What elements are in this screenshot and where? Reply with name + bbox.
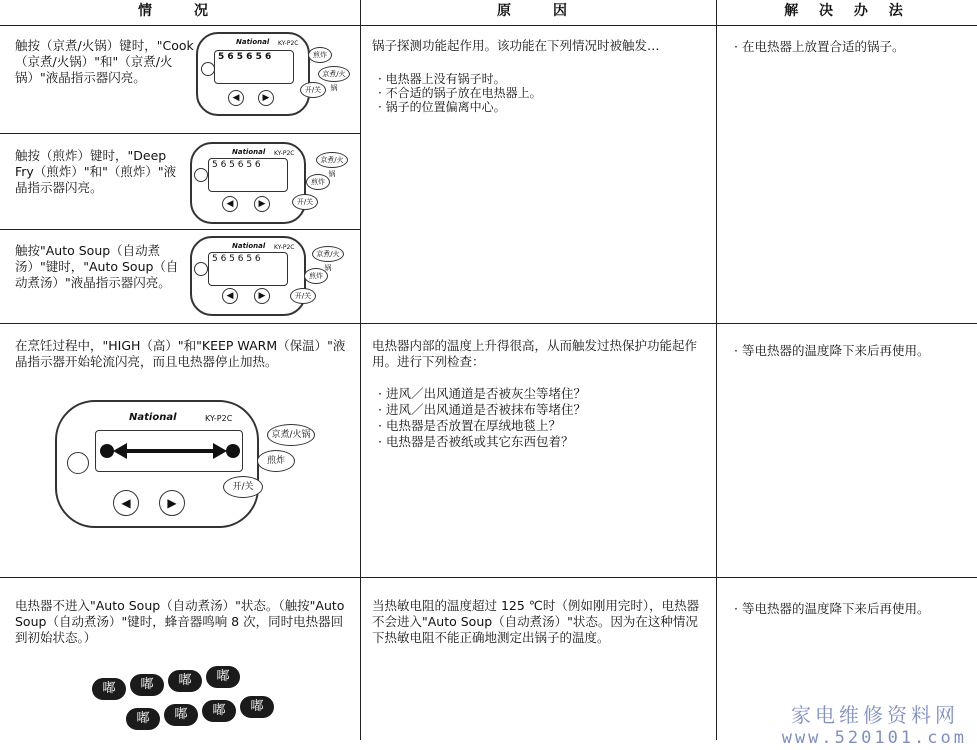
beep-bubble: 嘟 [206, 666, 240, 688]
power-button[interactable]: 开/关 [290, 288, 316, 304]
beep-bubble: 嘟 [126, 708, 160, 730]
power-button[interactable]: 开/关 [292, 194, 318, 210]
lcd-display [95, 430, 243, 472]
cause-pan-detection-list [378, 72, 698, 114]
cause-item: · 电热器是否被纸或其它东西包着？ [378, 434, 574, 449]
dial-knob [194, 168, 208, 182]
watermark-url: www.520101.com [781, 728, 967, 748]
left-arrow-button[interactable]: ◀ [113, 490, 139, 516]
row-divider-1 [0, 323, 977, 324]
lcd-digits: 5 6 5 6 5 6 [218, 52, 272, 62]
sub-row-divider-1 [0, 133, 360, 134]
column-divider-2 [716, 0, 717, 740]
fry-button[interactable]: 煎炸 [304, 268, 328, 284]
left-arrow-button[interactable]: ◀ [222, 288, 238, 304]
brand-logo: National [232, 148, 266, 156]
sub-row-divider-2 [0, 229, 360, 230]
control-panel-figure-large [55, 400, 345, 532]
situation-cook: 触按（京煮/火锅）键时，"Cook（京煮/火锅）"和"（京煮/火锅）"液晶指示器闪亮。 [15, 38, 194, 85]
model-label: KY-P2C [205, 414, 233, 423]
cause-item: · 进风／出风通道是否被抹布等堵住？ [378, 402, 586, 417]
lcd-digits: 5 6 5 6 5 6 [212, 160, 261, 170]
brand-logo: National [129, 412, 177, 423]
cause-item: · 不合适的锅子放在电热器上。 [378, 86, 542, 100]
beep-bubble: 嘟 [130, 674, 164, 696]
cause-overheat: 电热器内部的温度上升得很高，从而触发过热保护功能起作用。进行下列检查： [372, 338, 698, 369]
fry-button[interactable]: 煎炸 [308, 47, 332, 63]
brand-logo: National [236, 38, 270, 46]
beep-bubble: 嘟 [168, 670, 202, 692]
situation-auto-soup: 触按"Auto Soup（自动煮汤）"键时，"Auto Soup（自动煮汤）"液晶指示器闪亮。 [15, 243, 179, 290]
brand-logo: National [232, 242, 266, 250]
solution-wait-cool-1: · 等电热器的温度降下来后再使用。 [734, 343, 930, 358]
cause-overheat-list [378, 386, 698, 450]
cause-thermistor: 当热敏电阻的温度超过 125 ℃时（例如刚用完时），电热器不会进入"Auto Soup（自动煮汤）"状态。因为在这种情况下热敏电阻不能正确地测定出锅子的温度。 [372, 598, 700, 645]
cook-button[interactable]: 京煮/火锅 [316, 152, 348, 168]
beep-bubble: 嘟 [164, 704, 198, 726]
control-panel-figure-1 [196, 32, 356, 127]
header-situation: 情 况 [138, 3, 222, 19]
beep-bubble: 嘟 [92, 678, 126, 700]
lcd-display [208, 252, 288, 286]
dial-knob [194, 262, 208, 276]
cook-button[interactable]: 京煮/火锅 [318, 66, 350, 82]
power-button[interactable]: 开/关 [223, 476, 263, 498]
situation-deep-fry: 触按（煎炸）键时，"Deep Fry（煎炸）"和"（煎炸）"液晶指示器闪亮。 [15, 148, 177, 195]
cause-pan-detection: 锅子探测功能起作用。该功能在下列情况时被触发… [372, 38, 660, 53]
cook-button[interactable]: 京煮/火锅 [267, 424, 315, 446]
fry-button[interactable]: 煎炸 [257, 450, 295, 472]
row-divider-2 [0, 577, 977, 578]
lcd-display [208, 158, 288, 192]
left-arrow-button[interactable]: ◀ [222, 196, 238, 212]
model-label: KY-P2C [274, 150, 295, 157]
beep-bubble: 嘟 [202, 700, 236, 722]
header-rule [0, 25, 977, 26]
beep-bubble: 嘟 [240, 696, 274, 718]
control-panel-figure-3 [186, 234, 356, 320]
cause-item: · 电热器是否放置在厚绒地毯上？ [378, 418, 561, 433]
heat-indicator-arrows [99, 433, 241, 469]
cause-item: · 电热器上没有锅子时。 [378, 72, 506, 86]
solution-wait-cool-2: · 等电热器的温度降下来后再使用。 [734, 601, 930, 616]
watermark-text: 家电维修资料网 [791, 703, 959, 727]
right-arrow-button[interactable]: ▶ [258, 90, 274, 106]
dial-knob [201, 62, 215, 76]
cause-item: · 进风／出风通道是否被灰尘等堵住？ [378, 386, 586, 401]
model-label: KY-P2C [274, 244, 295, 251]
situation-no-auto-soup: 电热器不进入"Auto Soup（自动煮汤）"状态。（触按"Auto Soup（自动煮汤）"键时，蜂音器鸣响 8 次，同时电热器回到初始状态。） [15, 598, 345, 645]
power-button[interactable]: 开/关 [300, 82, 326, 98]
fry-button[interactable]: 煎炸 [306, 174, 330, 190]
model-label: KY-P2C [278, 40, 299, 47]
right-arrow-button[interactable]: ▶ [254, 288, 270, 304]
header-cause: 原 因 [497, 3, 581, 19]
solution-place-pan: · 在电热器上放置合适的锅子。 [734, 39, 905, 54]
left-arrow-button[interactable]: ◀ [228, 90, 244, 106]
header-solution: 解 决 办 法 [784, 3, 911, 19]
dial-knob [67, 452, 89, 474]
control-panel-figure-2 [186, 140, 356, 228]
situation-overheat: 在烹饪过程中，"HIGH（高）"和"KEEP WARM（保温）"液晶指示器开始轮流闪亮，而且电热器停止加热。 [15, 338, 346, 369]
cook-button[interactable]: 京煮/火锅 [312, 246, 344, 262]
lcd-digits: 5 6 5 6 5 6 [212, 254, 261, 264]
right-arrow-button[interactable]: ▶ [254, 196, 270, 212]
column-divider-1 [360, 0, 361, 740]
right-arrow-button[interactable]: ▶ [159, 490, 185, 516]
cause-item: · 锅子的位置偏离中心。 [378, 100, 506, 114]
lcd-display [214, 50, 294, 84]
